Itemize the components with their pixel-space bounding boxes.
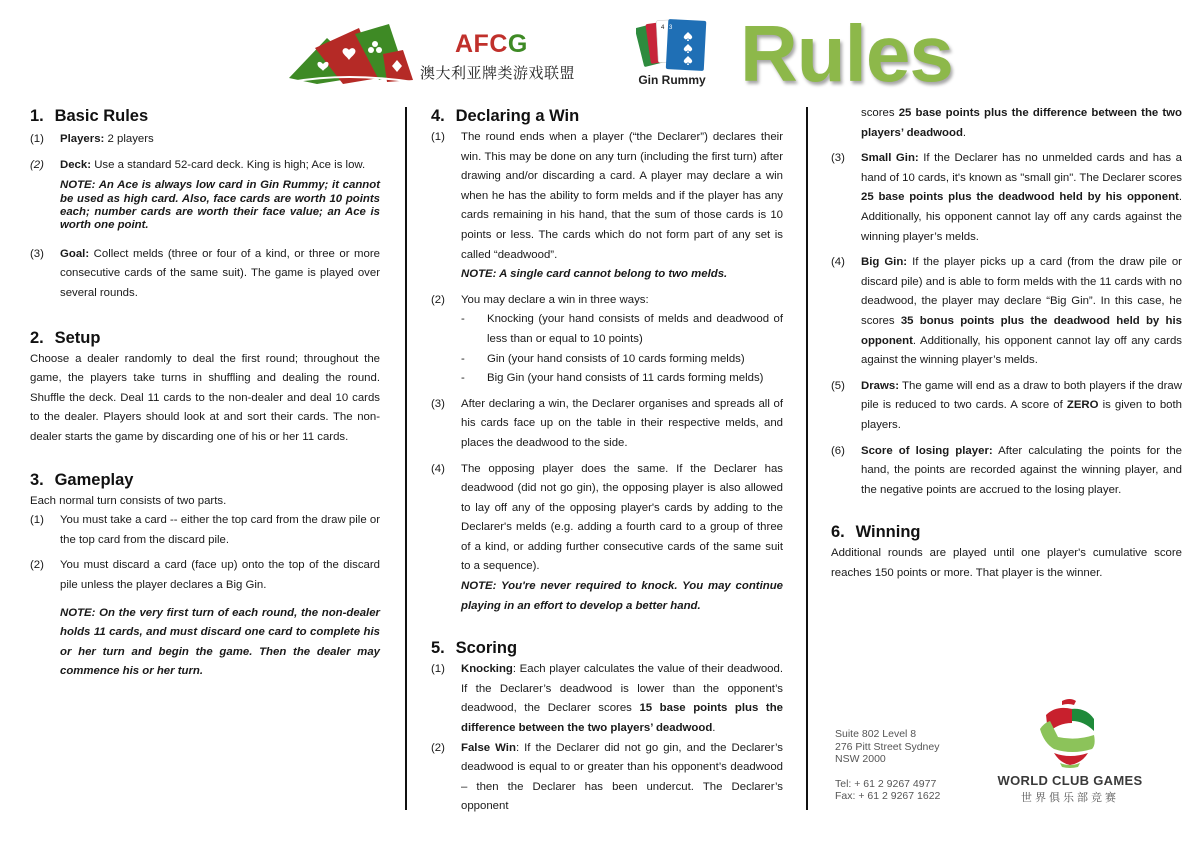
svg-text:3: 3 — [669, 25, 673, 31]
rule-item: (1) Players: 2 players — [30, 133, 154, 145]
section-heading-basic-rules: 1. Basic Rules — [30, 107, 149, 125]
column-2 — [431, 104, 783, 817]
rule-item-continued: scores 25 base points plus the difference between the two players’ deadwood. — [861, 107, 1183, 139]
rule-item: (4) Big Gin: If the player picks up a card (from the draw pile or discard pile) and is able to form melds with the 11 cards with no deadwood, the player may declare “Big Gin”. In this case, he scores 35 bonus points plus the deadwood held by his opponent. Additionally, his opponent cannot lay off any cards against the winning player’s melds. — [831, 256, 1182, 367]
note: NOTE: On the very first turn of each round, the non-dealer holds 11 cards, and must discard one card to complete his or her turn and begin the game. Then the dealer may commence his or her turn. — [60, 606, 380, 678]
rule-item: (2) You may declare a win in three ways: — [431, 293, 649, 306]
rule-item: (4) The opposing player does the same. If the Declarer has deadwood (did not go gin), the opposing player is also allowed to lay off any of the opposing player's cards by adding to the Declarer's melds (e.g. adding a fourth card to a group of three of a kind, or adding further consecutive cards of the same suit to a sequence). NOTE: You're never required to knock. You may continue playing in an effort to develop a better hand. — [431, 460, 783, 617]
rule-item: (6) Score of losing player: After calculating the points for the hand, the points are recorded against the winning player, and the negative points are accrued to the losing player. — [831, 444, 1183, 496]
section-heading-declaring: 4. Declaring a Win — [431, 107, 580, 125]
rule-item: (2) You must discard a card (face up) onto the top of the discard pile unless the player declares a Big Gin. NOTE: On the very first turn of each round, the non-dealer holds 11 cards, and must discard one card to complete his or her turn and begin the game. Then the dealer may commence his or her turn. — [30, 556, 380, 682]
afcg-logo — [287, 20, 587, 86]
telephone: Tel: + 61 2 9267 4977 — [835, 777, 937, 790]
note: NOTE: You're never required to knock. You may continue playing in an effort to develop a better hand. — [461, 580, 783, 612]
rule-item: (2) False Win: If the Declarer did not go gin, and the Declarer’s deadwood is equal to or greater than his opponent’s deadwood – then the Declarer has been undercut. The Declarer’s opponent — [431, 741, 783, 813]
globe-ribbon-icon — [1036, 697, 1102, 769]
note: NOTE: An Ace is always low card in Gin Rummy; it cannot be used as high card. Also, face cards are worth 10 points each; number cards are worth their face value; an Ace is worth one point. — [60, 179, 380, 232]
section-heading-winning: 6. Winning — [831, 523, 921, 542]
rule-item: (1) You must take a card -- either the top card from the draw pile or the top card from the discard pile. — [30, 514, 380, 546]
gin-rummy-label: Gin Rummy — [638, 73, 706, 87]
bullet-item: - Knocking (your hand consists of melds and deadwood of less than or equal to 10 points) — [461, 313, 783, 345]
rule-item: (3) After declaring a win, the Declarer organises and spreads all of his cards face up on the table in their respective melds, and places the deadwood to the side. — [431, 397, 783, 449]
world-club-games-logo — [990, 695, 1150, 807]
bullet-item: - Gin (your hand consists of 10 cards forming melds) — [461, 352, 745, 365]
svg-text:4: 4 — [661, 25, 665, 31]
rule-item: (3) Goal: Collect melds (three or four of a kind, or three or more consecutive cards of the same suit). The game is played over several rounds. — [30, 247, 380, 299]
gameplay-intro: Each normal turn consists of two parts. — [30, 494, 227, 507]
column-3 — [831, 104, 1182, 583]
gin-rummy-logo — [636, 16, 708, 90]
bullet-item: - Big Gin (your hand consists of 11 cards forming melds) — [461, 372, 764, 385]
rule-item: (5) Draws: The game will end as a draw to both players if the draw pile is reduced to two cards. A score of ZERO is given to both players. — [831, 379, 1182, 431]
afcg-subtitle: 澳大利亚牌类游戏联盟 — [420, 64, 576, 82]
gin-rummy-cards-icon — [636, 16, 708, 74]
column-divider — [405, 107, 407, 810]
page-title: Rules — [740, 9, 953, 98]
column-divider — [806, 107, 808, 810]
afcg-title: AFCG — [455, 30, 528, 58]
wcg-name: WORLD CLUB GAMES — [997, 773, 1143, 788]
section-heading-gameplay: 3. Gameplay — [30, 470, 134, 489]
section-heading-setup: 2. Setup — [30, 328, 101, 347]
page-header — [0, 0, 1200, 100]
section-heading-scoring: 5. Scoring — [431, 639, 518, 658]
rule-item: (1) Knocking: Each player calculates the value of their deadwood. If the Declarer’s deadwood is lower than the opponent’s deadwood, the Declarer scores 15 base points plus the difference between the two players’ deadwood. — [431, 663, 783, 735]
wcg-name-chinese: 世界俱乐部竞赛 — [1021, 791, 1119, 804]
setup-text: Choose a dealer randomly to deal the first round; throughout the game, the players take turns in shuffling and dealing the round. Shuffle the deck. Deal 11 cards to the non-dealer and deal 10 cards to the dealer. Players should look at and sort their cards. The non-dealer starts the game by discarding one of his or her 11 cards. — [30, 352, 380, 443]
column-1 — [30, 104, 380, 682]
rule-item: (3) Small Gin: If the Declarer has no unmelded cards and has a hand of 10 cards, it's known as "small gin". The Declarer scores 25 base points plus the deadwood held by his opponent. Additionally, his opponent cannot lay off any cards against the winning player’s melds. — [831, 152, 1182, 243]
winning-text: Additional rounds are played until one player's cumulative score reaches 150 points or more. That player is the winner. — [831, 547, 1182, 579]
rule-item: (1) The round ends when a player (“the Declarer”) declares their win. This may be done on any turn (including the first turn) after drawing and/or discarding a card. A player may declare a win when he has the ability to form melds and if the player has any cards remaining in his hand, that the sum of those cards is 10 points or less. The cards which do not form part of any set is called “deadwood”. NOTE: A single card cannot belong to two melds. — [431, 128, 783, 285]
playing-cards-fan-icon — [287, 20, 427, 86]
note: NOTE: A single card cannot belong to two melds. — [461, 268, 728, 281]
fax: Fax: + 61 2 9267 1622 — [835, 790, 941, 802]
contact-address: Suite 802 Level 8 276 Pitt Street Sydney NSW 2000 Tel: + 61 2 9267 4977 Fax: + 61 2 9267 1622 — [835, 728, 941, 802]
rule-item: (2) Deck: Use a standard 52-card deck. King is high; Ace is low. NOTE: An Ace is always low card in Gin Rummy; it cannot be used as high card. Also, face cards are worth 10 points each; number cards are worth their face value; an Ace is worth one point. — [30, 158, 380, 232]
